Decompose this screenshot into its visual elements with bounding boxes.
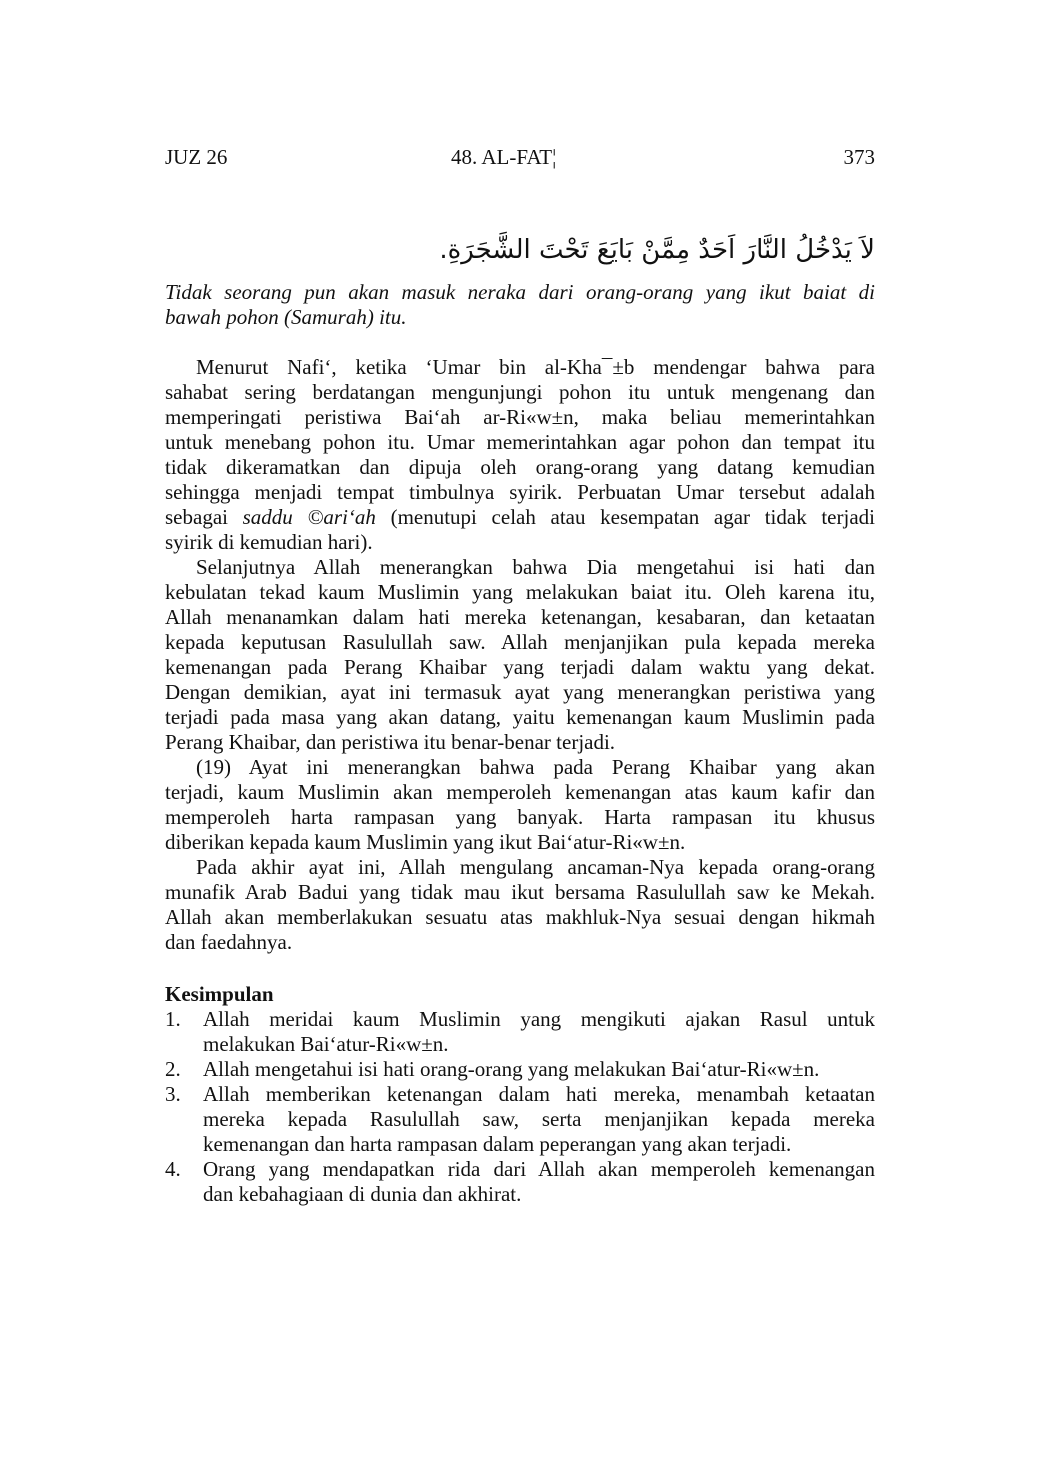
text-line: kemenangan dan harta rampasan dalam peperangan yang akan terjadi. xyxy=(203,1132,792,1156)
text-line: Allah mengetahui isi hati orang-orang yang melakukan Bai‘atur-Ri«w±n. xyxy=(203,1057,820,1081)
list-number: 4. xyxy=(165,1157,181,1181)
page-header xyxy=(165,145,875,171)
list-item xyxy=(165,1057,875,1082)
text-line: (19) Ayat ini menerangkan bahwa pada Perang Khaibar yang akan xyxy=(196,755,875,779)
text-line: Perang Khaibar, dan peristiwa itu benar-benar terjadi. xyxy=(165,730,616,754)
text-line: kebulatan tekad kaum Muslimin yang melakukan baiat itu. Oleh karena itu, xyxy=(165,580,875,604)
text-line: dan kebahagiaan di dunia dan akhirat. xyxy=(203,1182,522,1206)
text-line: untuk menebang pohon itu. Umar memerintahkan agar pohon dan tempat itu xyxy=(165,430,875,454)
text-line xyxy=(165,505,875,530)
translation-line: Tidak seorang pun akan masuk neraka dari orang-orang yang ikut baiat di xyxy=(165,280,875,304)
text-line: kepada keputusan Rasulullah saw. Allah menjanjikan pula kepada mereka xyxy=(165,630,875,654)
list-item xyxy=(165,1082,875,1157)
text-line: diberikan kepada kaum Muslimin yang ikut Bai‘atur-Ri«w±n. xyxy=(165,830,686,854)
text-line: melakukan Bai‘atur-Ri«w±n. xyxy=(203,1032,449,1056)
translation-line: bawah pohon (Samurah) itu. xyxy=(165,305,407,329)
paragraph xyxy=(165,855,875,955)
text-line: memperingati peristiwa Bai‘ah ar-Ri«w±n, maka beliau memerintahkan xyxy=(165,405,875,429)
section-heading: Kesimpulan xyxy=(165,982,274,1006)
page-body xyxy=(165,232,875,1207)
text-line: Selanjutnya Allah menerangkan bahwa Dia mengetahui isi hati dan xyxy=(196,555,875,579)
text-line: terjadi pada masa yang akan datang, yaitu kemenangan kaum Muslimin pada xyxy=(165,705,875,729)
juz-label: JUZ 26 xyxy=(165,145,228,169)
text-line: terjadi, kaum Muslimin akan memperoleh kemenangan atas kaum kafir dan xyxy=(165,780,875,804)
text-line: munafik Arab Badui yang tidak mau ikut bersama Rasulullah saw ke Mekah. xyxy=(165,880,875,904)
text-line: Allah meridai kaum Muslimin yang mengikuti ajakan Rasul untuk xyxy=(203,1007,875,1031)
text-line: sehingga menjadi tempat timbulnya syirik. Perbuatan Umar tersebut adalah xyxy=(165,480,875,504)
text-line: kemenangan pada Perang Khaibar yang terjadi dalam waktu yang dekat. xyxy=(165,655,875,679)
text-line: Pada akhir ayat ini, Allah mengulang ancaman-Nya kepada orang-orang xyxy=(196,855,875,879)
paragraph xyxy=(165,555,875,755)
list-item xyxy=(165,1007,875,1057)
text-line: sahabat sering berdatangan mengunjungi pohon itu untuk mengenang dan xyxy=(165,380,875,404)
text-line: Menurut Nafi‘, ketika ‘Umar bin al-Kha¯±b mendengar bahwa para xyxy=(196,355,875,379)
text-line: tidak dikeramatkan dan dipuja oleh orang-orang yang datang kemudian xyxy=(165,455,875,479)
page-number: 373 xyxy=(843,145,875,169)
text-line: Orang yang mendapatkan rida dari Allah akan memperoleh kemenangan xyxy=(203,1157,875,1181)
list-number: 1. xyxy=(165,1007,181,1031)
paragraph xyxy=(165,355,875,555)
surah-title: 48. AL-FAT¦ xyxy=(451,145,557,169)
text-line: syirik di kemudian hari). xyxy=(165,530,373,554)
list-number: 3. xyxy=(165,1082,181,1106)
text-span: sebagai xyxy=(165,505,243,529)
text-line: Dengan demikian, ayat ini termasuk ayat yang menerangkan peristiwa yang xyxy=(165,680,875,704)
list-item xyxy=(165,1157,875,1207)
text-line: Allah akan memberlakukan sesuatu atas makhluk-Nya sesuai dengan hikmah xyxy=(165,905,875,929)
text-line: dan faedahnya. xyxy=(165,930,293,954)
list-number: 2. xyxy=(165,1057,181,1081)
text-span: (menutupi celah atau kesempatan agar tidak terjadi xyxy=(375,505,875,529)
arabic-verse: لاَ يَدْخُلُ النَّارَ اَحَدٌ مِمَّنْ بَايَعَ تَحْتَ الشَّجَرَةِ. xyxy=(439,235,875,265)
text-line: Allah memberikan ketenangan dalam hati mereka, menambah ketaatan xyxy=(203,1082,875,1106)
text-line: memperoleh harta rampasan yang banyak. Harta rampasan itu khusus xyxy=(165,805,875,829)
italic-term: saddu ©ari‘ah xyxy=(242,505,376,529)
text-line: Allah menanamkan dalam hati mereka ketenangan, kesabaran, dan ketaatan xyxy=(165,605,875,629)
text-line: mereka kepada Rasulullah saw, serta menjanjikan kepada mereka xyxy=(203,1107,875,1131)
paragraph xyxy=(165,755,875,855)
